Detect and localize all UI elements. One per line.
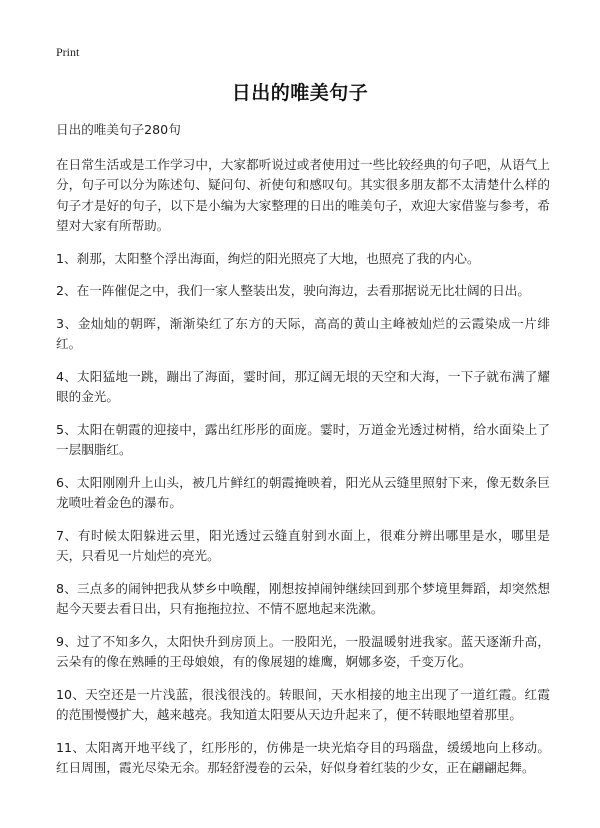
- sentence-paragraph: 10、天空还是一片浅蓝，很浅很浅的。转眼间，天水相接的地主出现了一道红霞。红霞的范围慢慢扩大，越来越亮。我知道太阳要从天边升起来了，便不转眼地望着那里。: [56, 686, 550, 722]
- print-link[interactable]: Print: [56, 45, 80, 59]
- sentence-paragraph: 5、太阳在朝霞的迎接中，露出红彤彤的面庞。霎时，万道金光透过树梢，给水面染上了一层胭脂红。: [56, 421, 550, 457]
- sentence-paragraph: 7、有时候太阳躲进云里，阳光透过云缝直射到水面上，很难分辨出哪里是水，哪里是天，只看见一片灿烂的亮光。: [56, 527, 550, 563]
- sentence-paragraph: 8、三点多的闹钟把我从梦乡中唤醒，刚想按掉闹钟继续回到那个梦境里舞蹈，却突然想起今天要去看日出，只有拖拖拉拉、不情不愿地起来洗漱。: [56, 580, 550, 616]
- sentence-paragraph: 11、太阳离开地平线了，红彤彤的，仿佛是一块光焰夺目的玛瑙盘，缓缓地向上移动。红日周围，霞光尽染无余。那轻舒漫卷的云朵，好似身着红装的少女，正在翩翩起舞。: [56, 739, 550, 775]
- sentence-paragraph: 1、刹那，太阳整个浮出海面，绚烂的阳光照亮了大地，也照亮了我的内心。: [56, 250, 480, 266]
- sentence-paragraph: 2、在一阵催促之中，我们一家人整装出发，驶向海边，去看那据说无比壮阔的日出。: [56, 283, 530, 298]
- page-title: 日出的唯美句子: [231, 82, 369, 104]
- article-body: [56, 120, 550, 791]
- sentence-paragraph: 4、太阳猛地一跳，蹦出了海面，霎时间，那辽阔无垠的天空和大海，一下子就布满了耀眼的金光。: [56, 368, 550, 404]
- sentence-paragraph: 6、太阳刚刚升上山头，被几片鲜红的朝霞掩映着，阳光从云缝里照射下来，像无数条巨龙喷吐着金色的瀑布。: [56, 474, 550, 510]
- intro-paragraph: 在日常生活或是工作学习中，大家都听说过或者使用过一些比较经典的句子吧，从语气上分，句子可以分为陈述句、疑问句、祈使句和感叹句。其实很多朋友都不太清楚什么样的句子才是好的句子，以下是小编为大家整理的日出的唯美句子，欢迎大家借鉴与参考，希望对大家有所帮助。: [56, 156, 550, 233]
- article-subtitle: 日出的唯美句子280句: [56, 122, 181, 137]
- sentence-paragraph: 9、过了不知多久，太阳快升到房顶上。一股阳光，一股温暖射进我家。蓝天逐渐升高，云朵有的像在熟睡的王母娘娘，有的像展翅的雄鹰，婀娜多姿，千变万化。: [56, 633, 550, 669]
- sentence-paragraph: 3、金灿灿的朝晖，渐渐染红了东方的天际，高高的黄山主峰被灿烂的云霞染成一片绯红。: [56, 315, 550, 351]
